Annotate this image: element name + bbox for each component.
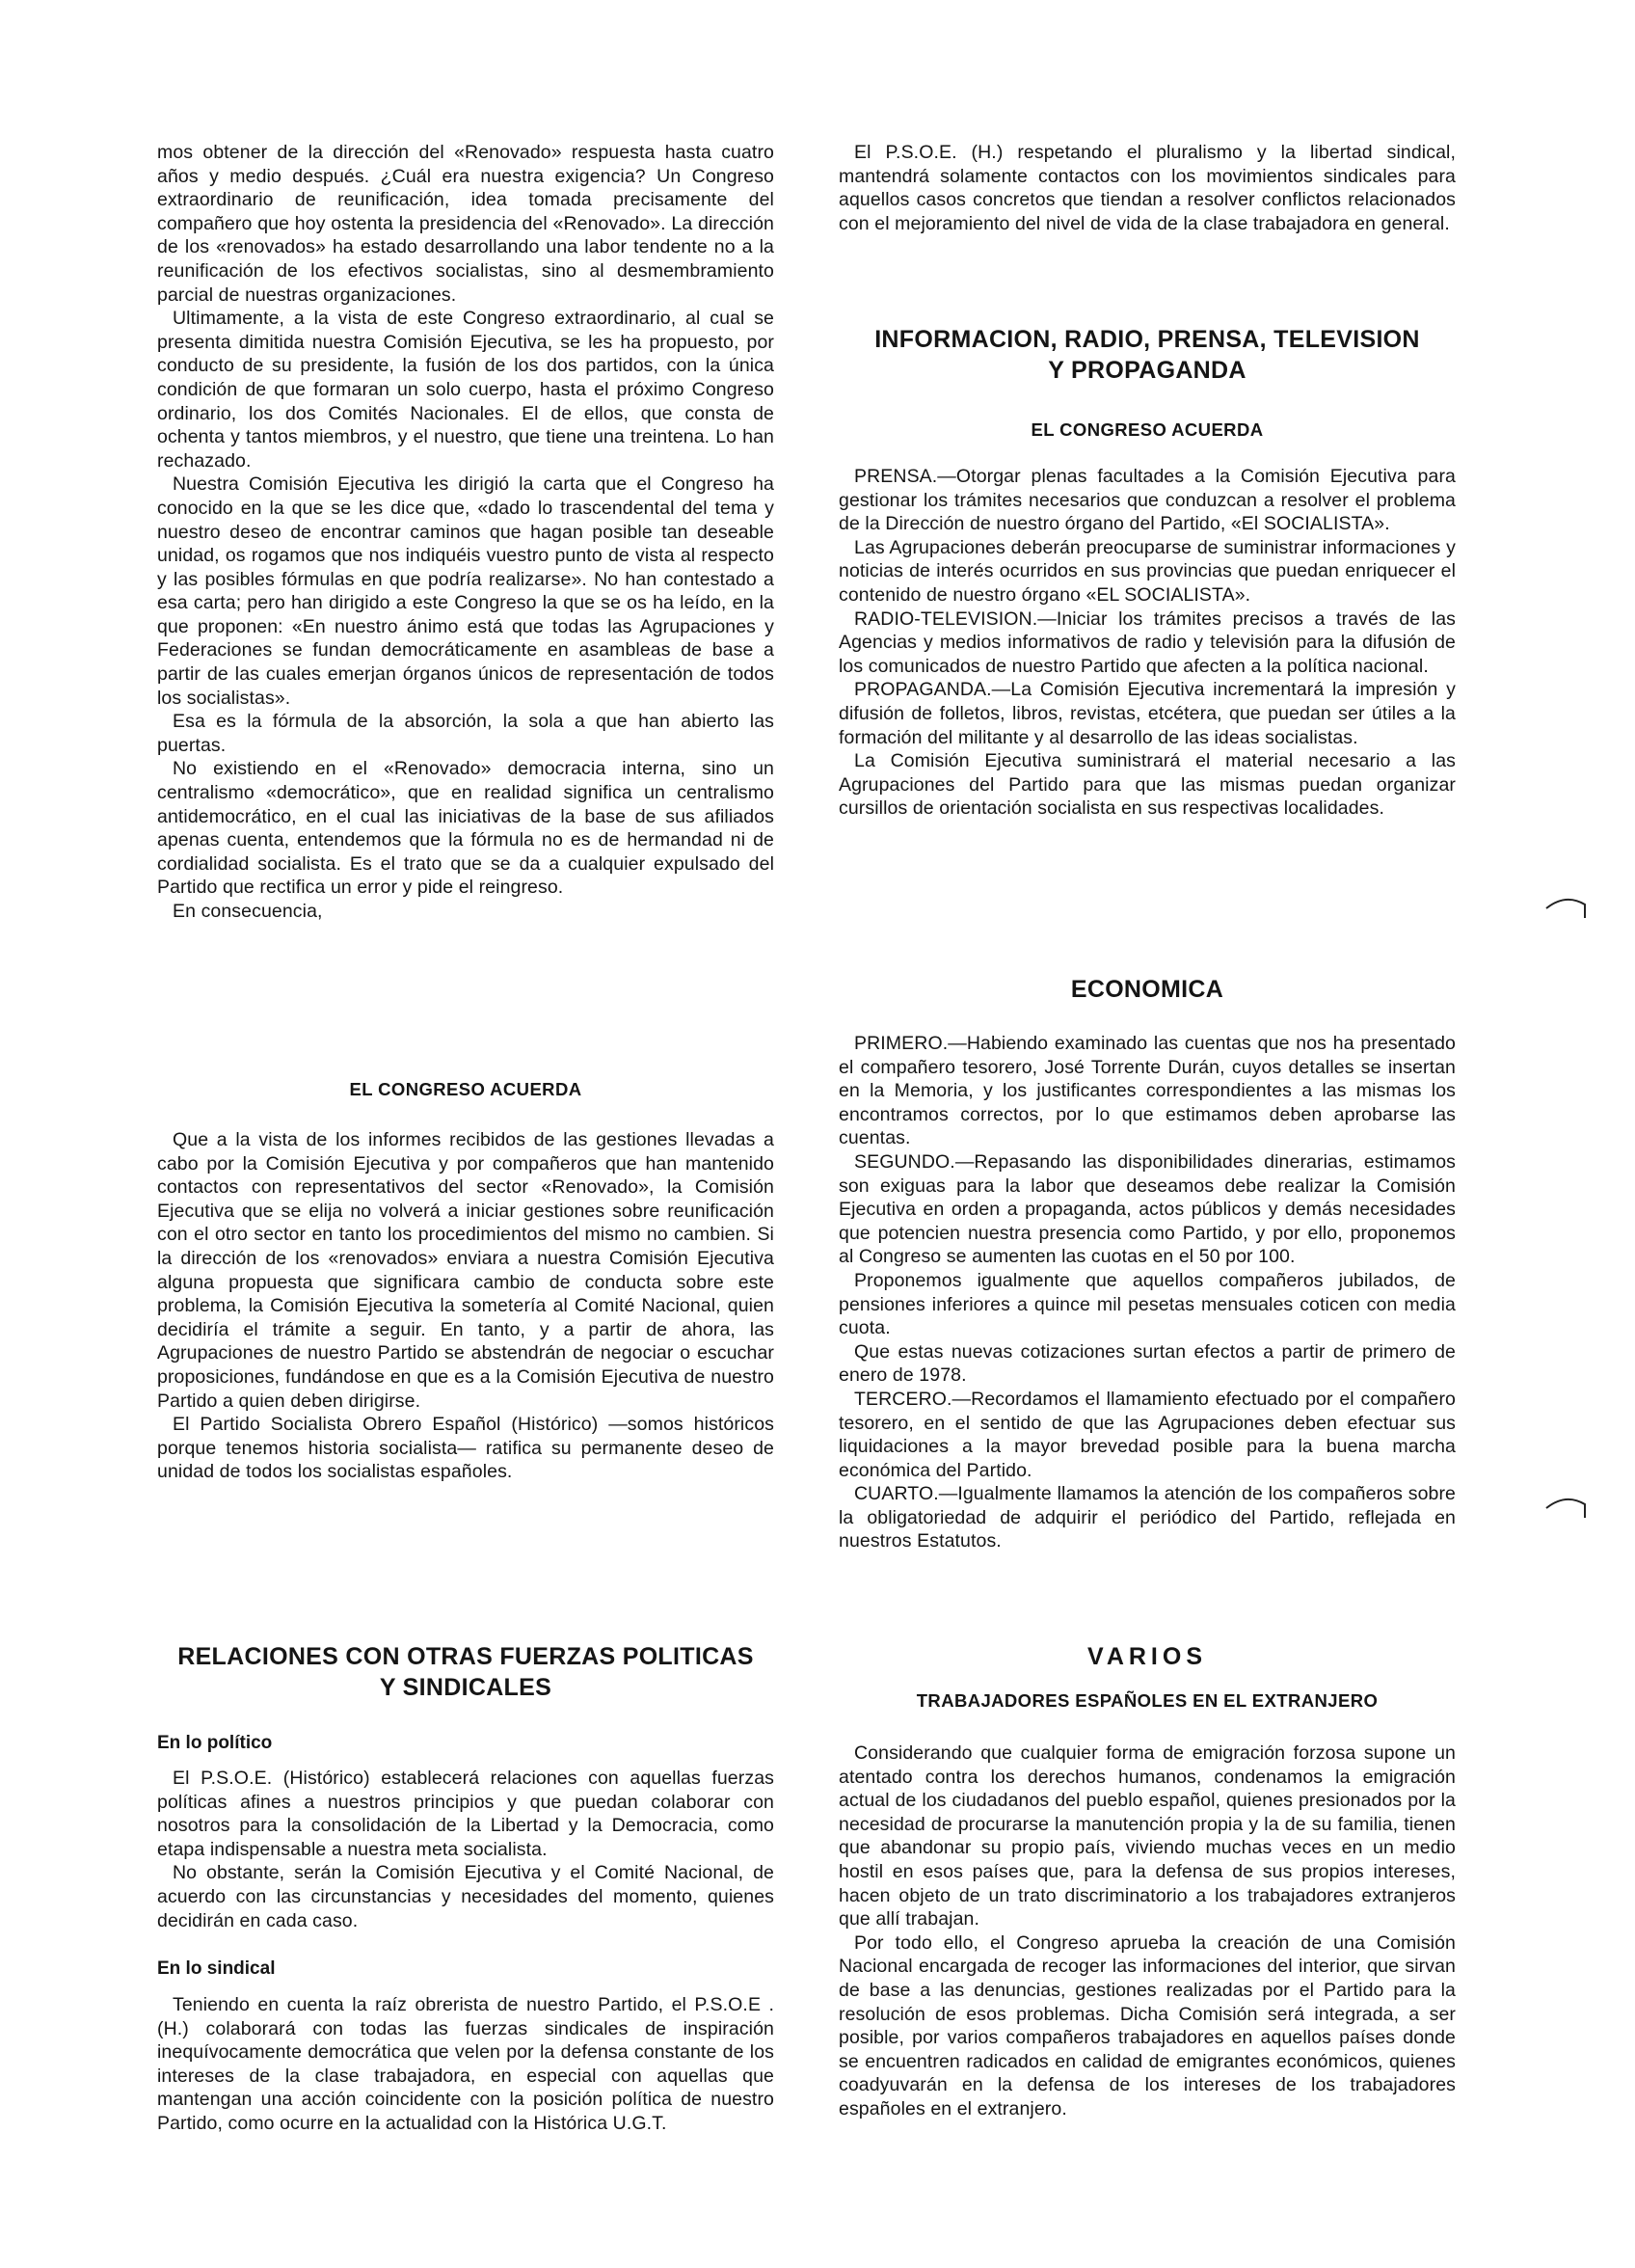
varios-text (839, 1742, 1456, 2121)
paragraph: Que a la vista de los informes recibidos de las gestiones llevadas a cabo por la Comisión Ejecutiva y por compañeros que han mantenido contactos con representativos del sector «Renovado», la Comisión Ejecutiva que se elija no volverá a iniciar gestiones sobre reunificación con el otro sector en tanto los procedimientos del mismo no cambien. Si la dirección de los «renovados» enviara a nuestra Comisión Ejecutiva alguna propuesta que significara cambio de conducta sobre este problema, la Comisión Ejecutiva la sometería al Comité Nacional, quien decidiría el trámite a seguir. En tanto, y a partir de ahora, las Agrupaciones de nuestro Partido se abstendrán de negociar o escuchar proposiciones, fundándose en que es a la Comisión Ejecutiva de nuestro Partido a quien deben dirigirse. (157, 1129, 774, 1412)
section-title-varios: VARIOS (1087, 1643, 1207, 1670)
paragraph: PROPAGANDA.—La Comisión Ejecutiva incrementará la impresión y difusión de folletos, libros, revistas, etcétera, que puedan ser útiles a la formación del militante y al desarrollo de las ideas socialistas. (839, 679, 1456, 748)
informacion-text (839, 465, 1456, 821)
paragraph: Por todo ello, el Congreso aprueba la creación de una Comisión Nacional encargada de recoger las informaciones del interior, que sirvan de base a las denuncias, gestiones realizadas por el Partido para la resolución de esos problemas. Dicha Comisión será integrada, a ser posible, por varios compañeros trabajadores en aquellos países donde se encuentren radicados en calidad de emigrantes económicos, quienes coadyuvarán en la defensa de los intereses de los trabajadores españoles en el extranjero. (839, 1931, 1456, 2120)
paragraph: PRIMERO.—Habiendo examinado las cuentas que nos ha presentado el compañero tesorero, José Torrente Durán, cuyos detalles se insertan en la Memoria, y los justificantes correspondientes a las mismas los encontramos correctos, por lo que estimamos deben aprobarse las cuentas. (839, 1033, 1456, 1149)
sindical-continued-text (839, 141, 1456, 235)
binder-hole-mark (1544, 895, 1589, 920)
intro-text (157, 141, 774, 924)
economica-text (839, 1032, 1456, 1553)
subsection-heading-sindical: En lo sindical (157, 1958, 276, 1979)
section-title-line: Y SINDICALES (379, 1674, 552, 1701)
paragraph: Teniendo en cuenta la raíz obrerista de nuestro Partido, el P.S.O.E .(H.) colaborará con todas las fuerzas sindicales de inspiración inequívocamente democrática que velen por la defensa constante de los intereses de la clase trabajadora, en especial con aquellas que mantengan una acción coincidente con la posición política de nuestro Partido, como ocurre en la actualidad con la Histórica U.G.T. (157, 1994, 774, 2134)
paragraph: TERCERO.—Recordamos el llamamiento efectuado por el compañero tesorero, en el sentido de que las Agrupaciones deben efectuar sus liquidaciones a la mayor brevedad posible para la buena marcha económica del Partido. (839, 1388, 1456, 1481)
paragraph: La Comisión Ejecutiva suministrará el material necesario a las Agrupaciones del Partido para que las mismas puedan organizar cursillos de orientación socialista en sus respectivas localidades. (839, 750, 1456, 820)
paragraph: Que estas nuevas cotizaciones surtan efectos a partir de primero de enero de 1978. (839, 1340, 1456, 1387)
section-title-line: Y PROPAGANDA (1048, 357, 1246, 384)
paragraph: mos obtener de la dirección del «Renovado» respuesta hasta cuatro años y medio después. ¿Cuál era nuestra exigencia? Un Congreso extraordinario de reunificación, idea tomada precisamente del compañero que hoy ostenta la presidencia del «Renovado». La dirección de los «renovados» ha estado desarrollando una labor tendente no a la reunificación de los efectivos socialistas, sino al desmembramiento parcial de nuestras organizaciones. (157, 142, 774, 306)
paragraph: El P.S.O.E. (H.) respetando el pluralismo y la libertad sindical, mantendrá solamente contactos con los movimientos sindicales para aquellos casos concretos que tiendan a resolver conflictos relacionados con el mejoramiento del nivel de vida de la clase trabajadora en general. (839, 142, 1456, 234)
section-title-economica: ECONOMICA (1070, 976, 1224, 1003)
paragraph: Considerando que cualquier forma de emigración forzosa supone un atentado contra los derechos humanos, condenamos la emigración actual de los ciudadanos del pueblo español, quienes presionados por la necesidad de procurarse la manutención propia y la de su familia, tienen que abandonar su propio país, viviendo muchas veces en un medio hostil en esos países que, para la defensa de sus propios intereses, hacen objeto de un trato discriminatorio a los trabajadores extranjeros que allí trabajan. (839, 1742, 1456, 1930)
paragraph: Esa es la fórmula de la absorción, la sola a que han abierto las puertas. (157, 711, 774, 756)
acuerda-heading: EL CONGRESO ACUERDA (349, 1079, 582, 1099)
paragraph: No existiendo en el «Renovado» democracia interna, sino un centralismo «democrático», que en realidad significa un centralismo antidemocrático, en el cual las iniciativas de la base de sus afiliados apenas cuenta, entendemos que la fórmula no es de hermandad ni de cordialidad socialista. Es el trato que se da a cualquier expulsado del Partido que rectifica un error y pide el reingreso. (157, 758, 774, 899)
paragraph: Nuestra Comisión Ejecutiva les dirigió la carta que el Congreso ha conocido en la que se les dice que, «dado lo trascendental del tema y nuestro deseo de encontrar caminos que hagan posible tan deseable unidad, os rogamos que nos indiquéis vuestro punto de vista al respecto y las posibles fórmulas en que podría realizarse». No han contestado a esa carta; pero han dirigido a este Congreso la que se os ha leído, en la que proponen: «En nuestro ánimo está que todas las Agrupaciones y Federaciones se fundan democráticamente en asambleas de base a partir de las cuales emerjan órganos únicos de representación de todos los socialistas». (157, 473, 774, 709)
politico-text (157, 1767, 774, 1932)
section-title-relaciones (157, 1641, 774, 1703)
subsection-heading-politico: En lo político (157, 1733, 273, 1753)
paragraph: CUARTO.—Igualmente llamamos la atención de los compañeros sobre la obligatoriedad de adquirir el periódico del Partido, reflejada en nuestros Estatutos. (839, 1483, 1456, 1552)
paragraph: RADIO-TELEVISION.—Iniciar los trámites precisos a través de las Agencias y medios informativos de radio y televisión para la difusión de los comunicados de nuestro Partido que afecten a la política nacional. (839, 608, 1456, 677)
section-title-line: INFORMACION, RADIO, PRENSA, TELEVISION (874, 326, 1420, 353)
informacion-subheading: EL CONGRESO ACUERDA (1031, 419, 1264, 440)
paragraph: PRENSA.—Otorgar plenas facultades a la Comisión Ejecutiva para gestionar los trámites necesarios que conduzcan a resolver el problema de la Dirección de nuestro órgano del Partido, «El SOCIALISTA». (839, 466, 1456, 535)
varios-subheading: TRABAJADORES ESPAÑOLES EN EL EXTRANJERO (916, 1690, 1379, 1711)
paragraph: Proponemos igualmente que aquellos compañeros jubilados, de pensiones inferiores a quince mil pesetas mensuales coticen con media cuota. (839, 1269, 1456, 1339)
paragraph: El P.S.O.E. (Histórico) establecerá relaciones con aquellas fuerzas políticas afines a nuestros principios y que puedan colaborar con nosotros para la consolidación de la Libertad y la Democracia, como etapa indispensable a nuestra meta socialista. (157, 1768, 774, 1860)
acuerda-text (157, 1128, 774, 1484)
paragraph: Ultimamente, a la vista de este Congreso extraordinario, al cual se presenta dimitida nuestra Comisión Ejecutiva, se les ha propuesto, por conducto de su presidente, la fusión de los dos partidos, con la única condición de que formaran un solo cuerpo, hasta el próximo Congreso ordinario, los dos Comités Nacionales. El de ellos, que consta de ochenta y tantos miembros, y el nuestro, que tiene una treintena. Lo han rechazado. (157, 308, 774, 472)
section-title-line: RELACIONES CON OTRAS FUERZAS POLITICAS (177, 1643, 754, 1670)
paragraph: El Partido Socialista Obrero Español (Histórico) —somos históricos porque tenemos historia socialista— ratifica su permanente deseo de unidad de todos los socialistas españoles. (157, 1414, 774, 1483)
binder-hole-mark (1544, 1495, 1589, 1520)
paragraph: SEGUNDO.—Repasando las disponibilidades dinerarias, estimamos son exiguas para la labor que deseamos debe realizar la Comisión Ejecutiva en orden a propaganda, actos públicos y demás necesidades que potencien nuestra presencia como Partido, y por ello, proponemos al Congreso se aumenten las cuotas en el 50 por 100. (839, 1150, 1456, 1268)
paragraph: Las Agrupaciones deberán preocuparse de suministrar informaciones y noticias de interés ocurridos en sus provincias que puedan enriquecer el contenido de nuestro órgano «EL SOCIALISTA». (839, 536, 1456, 606)
sindical-text (157, 1993, 774, 2136)
paragraph: No obstante, serán la Comisión Ejecutiva y el Comité Nacional, de acuerdo con las circunstancias y necesidades del momento, quienes decidirán en cada caso. (157, 1862, 774, 1931)
section-title-informacion (839, 324, 1456, 386)
paragraph: En consecuencia, (173, 901, 323, 922)
